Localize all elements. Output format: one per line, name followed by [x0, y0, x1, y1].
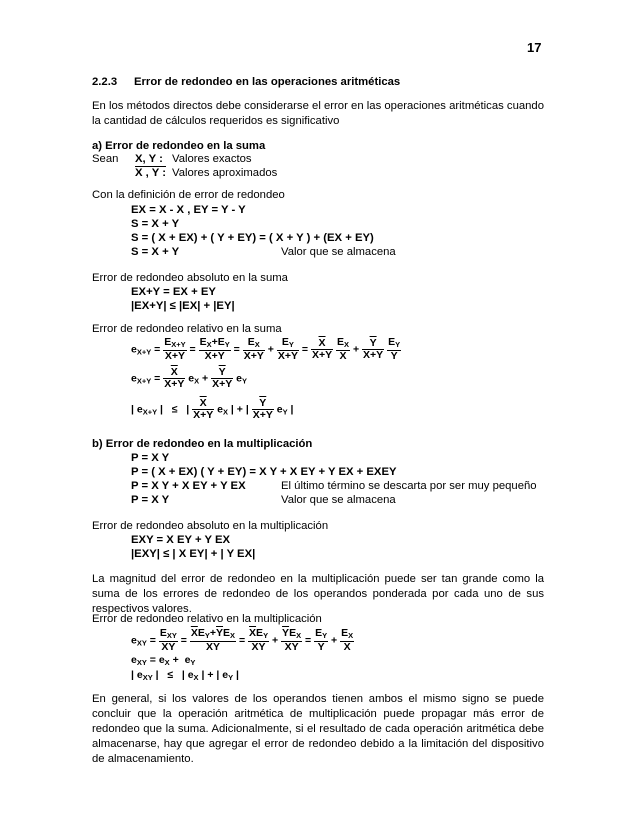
mult-eq-4: P = X Y: [131, 494, 170, 506]
sum-eq-1: EX = X - X , EY = Y - Y: [131, 204, 246, 216]
mult-eq-2: P = ( X + EX) ( Y + EY) = X Y + X EY + Y EX + EXEY: [131, 466, 397, 478]
exact-vars: X, Y :: [135, 153, 163, 165]
sean-label: Sean: [92, 153, 119, 165]
rel-mult-formula-1: $e_{XY}$ = $\frac{E_{XY}}{XY}$ = $\frac{\overline{X}E_Y+\overline{Y}E_X}{XY}$ = $\frac{\overline{X}E_Y}{XY}$ + $\frac{\overline{Y}E_X}{XY}$ = $\frac{E_Y}{Y}$ + $\frac{E_X}{X}$: [131, 627, 354, 653]
abs-sum-title: Error de redondeo absoluto en la suma: [92, 272, 288, 284]
sum-eq-4-note: Valor que se almacena: [281, 246, 396, 258]
mult-eq-4-note: Valor que se almacena: [281, 494, 396, 506]
part-b-heading: b) Error de redondeo en la multiplicación: [92, 438, 313, 450]
definition-text: Con la definición de error de redondeo: [92, 189, 285, 201]
approx-desc: Valores aproximados: [172, 167, 278, 179]
sum-eq-3: S = ( X + EX) + ( Y + EY) = ( X + Y ) + (EX + EY): [131, 232, 374, 244]
section-title: Error de redondeo en las operaciones aritméticas: [134, 76, 401, 88]
abs-sum-eq-1: EX+Y = EX + EY: [131, 286, 216, 298]
rel-mult-formula-2: $e_{XY} = e_X + e_Y$: [131, 654, 196, 667]
rel-mult-formula-3: | $e_{XY}$ | ≤ | $e_X$ | + | $e_Y$ |: [131, 669, 239, 682]
sum-eq-2: S = X + Y: [131, 218, 180, 230]
sum-eq-4: S = X + Y: [131, 246, 180, 258]
abs-mult-eq-2: |EXY| ≤ | X EY| + | Y EX|: [131, 548, 256, 560]
page-number: 17: [527, 40, 542, 55]
rel-sum-formula-3: | $e_{X+Y}$ | ≤ | $\frac{\overline{X}}{X+Y}$ $e_X$ | + | $\frac{\overline{Y}}{X+Y}$ $e_Y$ |: [131, 397, 294, 421]
exact-desc: Valores exactos: [172, 153, 252, 165]
rel-sum-formula-1: $e_{X+Y}$ = $\frac{E_{X+Y}}{X+Y}$ = $\frac{E_X+E_Y}{X+Y}$ = $\frac{E_X}{X+Y}$ + $\frac{E_Y}{X+Y}$ = $\frac{\overline{X}}{X+Y}$ $\frac{E_X}{X}$ + $\frac{\overline{Y}}{X+Y}$ $\frac{E_Y}{Y}$: [131, 336, 401, 362]
abs-mult-eq-1: EXY = X EY + Y EX: [131, 534, 231, 546]
approx-vars: X , Y :: [135, 167, 166, 179]
part-a-heading: a) Error de redondeo en la suma: [92, 140, 266, 152]
rel-sum-formula-2: $e_{X+Y}$ = $\frac{\overline{X}}{X+Y}$ $e_X$ + $\frac{\overline{Y}}{X+Y}$ $e_Y$: [131, 366, 248, 390]
abs-mult-title: Error de redondeo absoluto en la multiplicación: [92, 520, 329, 532]
mult-eq-3-note: El último término se descarta por ser muy pequeño: [281, 480, 537, 492]
rel-mult-title: Error de redondeo relativo en la multiplicación: [92, 613, 322, 625]
intro-paragraph: En los métodos directos debe considerarse el error en las operaciones aritméticas cuando la cantidad de cálculos requeridos es significativo: [92, 100, 544, 127]
section-number: 2.2.3: [92, 76, 118, 88]
rel-sum-title: Error de redondeo relativo en la suma: [92, 323, 282, 335]
abs-sum-eq-2: |EX+Y| ≤ |EX| + |EY|: [131, 300, 235, 312]
mult-eq-3: P = X Y + X EY + Y EX: [131, 480, 246, 492]
conclusion-paragraph: En general, si los valores de los operandos tienen ambos el mismo signo se puede concluir que la operación aritmética de multiplicación puede propagar más error de redondeo que la suma. Adicionalmente, si el resultado de cada operación aritmética debe almacenarse, hay que agregar el error de redondeo debido a la limitación del dispositivo de almacenamiento.: [92, 693, 544, 765]
mult-eq-1: P = X Y: [131, 452, 170, 464]
magnitude-paragraph: La magnitud del error de redondeo en la multiplicación puede ser tan grande como la suma de los errores de redondeo de los operandos ponderada por cada uno de sus respectivos valores.: [92, 573, 544, 615]
